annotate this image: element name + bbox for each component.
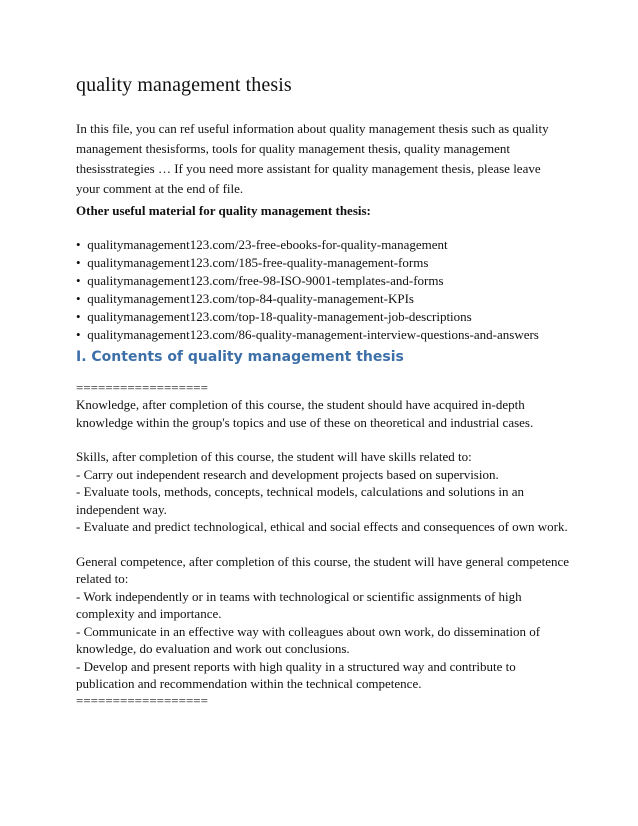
resource-link[interactable]: qualitymanagement123.com/86-quality-management-interview-questions-and-answers bbox=[87, 327, 539, 342]
general-item: - Communicate in an effective way with colleagues about own work, do dissemination of knowledge, do evaluation and work out conclusions. bbox=[76, 623, 541, 656]
intro-paragraph: In this file, you can ref useful information about quality management thesis such as quality management thesisforms, tools for quality management thesis, quality management thesisstrategies … If you need more assistant for quality management thesis, please leave your comment at the end of file. bbox=[76, 121, 549, 196]
skills-item: - Evaluate and predict technological, ethical and social effects and consequences of own work. bbox=[76, 519, 568, 534]
bullet-icon: • bbox=[76, 291, 81, 306]
paragraph-gap bbox=[76, 431, 571, 448]
section-heading: I. Contents of quality management thesis bbox=[76, 349, 404, 365]
general-item: - Work independently or in teams with technological or scientific assignments of high complexity and importance. bbox=[76, 588, 522, 621]
list-item[interactable] bbox=[76, 236, 539, 254]
bullet-icon: • bbox=[76, 309, 81, 324]
resource-link[interactable]: qualitymanagement123.com/top-18-quality-management-job-descriptions bbox=[87, 309, 472, 324]
paragraph-gap bbox=[76, 536, 571, 553]
document-title: quality management thesis bbox=[76, 74, 292, 96]
general-item: - Develop and present reports with high quality in a structured way and contribute to publication and recommendation within the technical competence. bbox=[76, 658, 516, 691]
skills-intro: Skills, after completion of this course, the student will have skills related to: bbox=[76, 449, 472, 464]
resource-link[interactable]: qualitymanagement123.com/free-98-ISO-9001-templates-and-forms bbox=[87, 273, 444, 288]
skills-item: - Carry out independent research and development projects based on supervision. bbox=[76, 466, 499, 482]
list-item[interactable] bbox=[76, 308, 539, 326]
bullet-icon: • bbox=[76, 327, 81, 342]
bullet-icon: • bbox=[76, 273, 81, 288]
bullet-icon: • bbox=[76, 237, 81, 252]
list-item[interactable] bbox=[76, 254, 539, 272]
contents-block bbox=[76, 380, 571, 709]
separator-line-end: ================== bbox=[76, 692, 208, 708]
resource-link[interactable]: qualitymanagement123.com/top-84-quality-management-KPIs bbox=[87, 291, 414, 306]
other-material-heading: Other useful material for quality management thesis: bbox=[76, 203, 371, 218]
knowledge-paragraph: Knowledge, after completion of this course, the student should have acquired in-depth knowledge within the group's topics and use of these on theoretical and industrial cases. bbox=[76, 397, 534, 430]
general-intro: General competence, after completion of this course, the student will have general competence related to: bbox=[76, 553, 570, 586]
list-item[interactable] bbox=[76, 272, 539, 290]
list-item[interactable] bbox=[76, 290, 539, 308]
resource-link[interactable]: qualitymanagement123.com/23-free-ebooks-for-quality-management bbox=[87, 237, 448, 252]
skills-item: - Evaluate tools, methods, concepts, technical models, calculations and solutions in an independent way. bbox=[76, 484, 525, 517]
resource-link-list bbox=[76, 236, 539, 344]
list-item[interactable] bbox=[76, 326, 539, 344]
separator-line: ================== bbox=[76, 380, 208, 395]
resource-link[interactable]: qualitymanagement123.com/185-free-quality-management-forms bbox=[87, 255, 429, 270]
bullet-icon: • bbox=[76, 255, 81, 270]
